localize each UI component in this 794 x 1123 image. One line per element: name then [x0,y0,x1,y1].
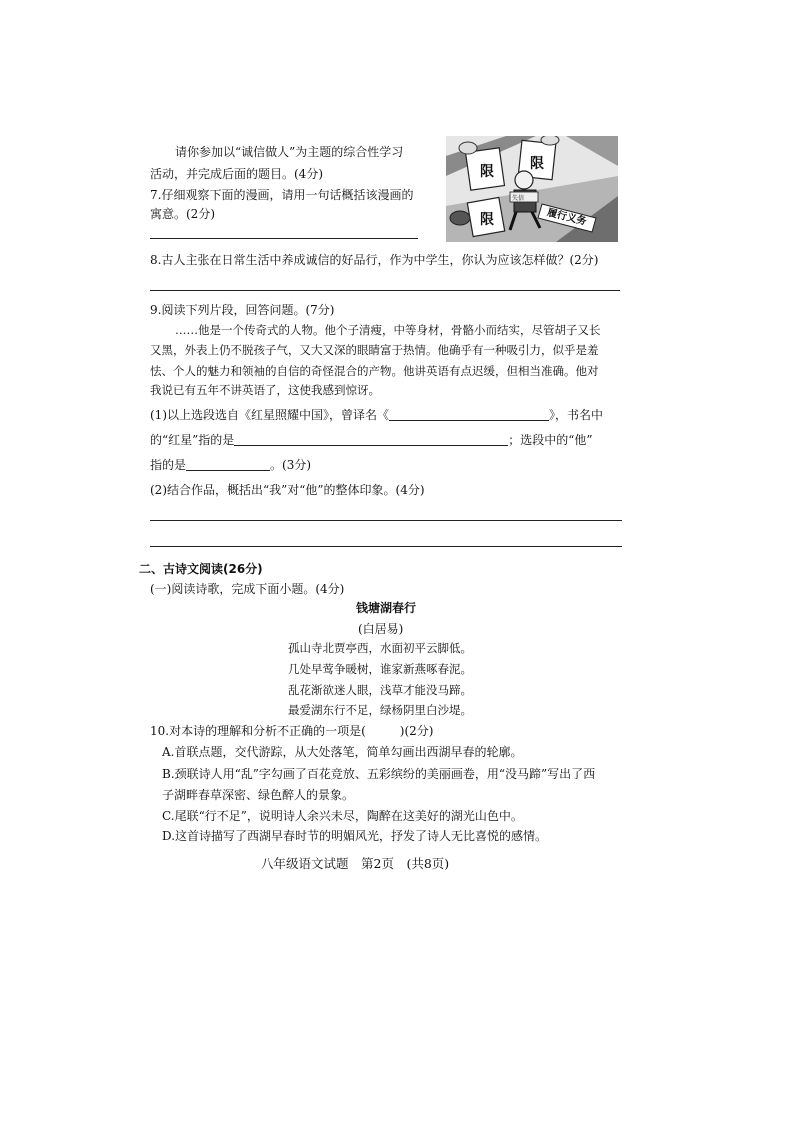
page-footer: 八年级语文试题 第2页 (共8页) [261,856,450,871]
q10-option-c: C.尾联“行不足”，说明诗人余兴未尽，陶醉在这美好的湖光山色中。 [162,809,523,823]
q7-line-2: 寓意。(2分) [150,207,215,221]
q9-passage-line-2: 又黑，外表上仍不脱孩子气，又大又深的眼睛富于热情。他确乎有一种吸引力，似乎是羞 [150,343,599,357]
q10-stem-b: )(2分) [399,724,434,738]
q9-sub1-text-e: 指的是 [150,458,187,472]
q9-blank-red-star[interactable] [234,433,508,446]
q9-sub1-text-b: 》，书名中 [549,408,604,422]
section2-sub: (一)阅读诗歌，完成下面小题。(4分) [150,582,345,596]
poem-line-3: 乱花渐欲迷人眼，浅草才能没马蹄。 [288,683,472,697]
intro-line-1: 请你参加以“诚信做人”为主题的综合性学习 [175,145,404,159]
q8-text: 8.古人主张在日常生活中养成诚信的好品行，作为中学生，你认为应该怎样做？(2分) [150,253,599,267]
q9-passage-line-3: 怯、个人的魅力和领袖的自信的奇怪混合的产物。他讲英语有点迟缓，但相当准确。他对 [150,364,599,378]
q7-line-1: 7.仔细观察下面的漫画，请用一句话概括该漫画的 [150,188,414,202]
q10-option-b-cont: 子湖畔春草深密、绿色醉人的景象。 [162,788,355,802]
q9-sub1-text-f: 。(3分) [270,458,312,472]
q9-answer-line-1 [150,520,622,521]
q9-sub1-row3 [150,458,311,471]
section2-title: 二、古诗文阅读(26分) [139,562,263,576]
q9-sub1-row1 [150,408,603,421]
q9-blank-alt-title[interactable] [389,408,549,421]
poem-line-2: 几处早莺争暖树，谁家新燕啄春泥。 [288,662,472,676]
cartoon-sign-bottom: 限 [480,212,494,228]
q9-sub1-text-c: 的“红星”指的是 [150,433,235,447]
cartoon-sign-right: 限 [530,156,544,172]
q8-answer-line [150,290,620,291]
cartoon-badge: 失信 [512,195,525,202]
poem-line-1: 孤山寺北贾亭西，水面初平云脚低。 [288,641,472,655]
q9-title: 9.阅读下列片段，回答问题。(7分) [150,303,335,317]
cartoon-banner: 履行义务 [545,207,588,228]
q9-blank-he[interactable] [186,458,270,471]
intro-line-2: 活动，并完成后面的题目。(4分) [150,167,323,181]
q10-stem-a: 10.对本诗的理解和分析不正确的一项是( [150,724,366,738]
q10-stem [150,725,433,737]
q10-option-d: D.这首诗描写了西湖早春时节的明媚风光，抒发了诗人无比喜悦的感情。 [162,829,548,843]
cartoon-sign-left: 限 [480,164,494,180]
q9-sub1-text-a: (1)以上选段选自《红星照耀中国》，曾译名《 [150,408,389,422]
q10-option-a: A.首联点题，交代游踪，从大处落笔，简单勾画出西湖早春的轮廓。 [162,745,523,759]
poem-line-4: 最爱湖东行不足，绿杨阴里白沙堤。 [288,703,472,717]
q9-sub2: (2)结合作品，概括出“我”对“他”的整体印象。(4分) [150,483,425,497]
q9-sub1-text-d: ；选段中的“他” [508,433,593,447]
cartoon-illustration-icon [446,136,618,242]
q9-passage-line-1: ……他是一个传奇式的人物。他个子清瘦，中等身材，骨骼小而结实，尽管胡子又长 [175,323,601,337]
poem-title: 钱塘湖春行 [356,601,417,615]
q7-answer-line [150,238,418,239]
q10-option-b: B.颈联诗人用“乱”字勾画了百花竞放、五彩缤纷的美丽画卷，用“没马蹄”写出了西 [162,767,596,781]
q9-answer-line-2 [150,546,622,547]
q9-passage-line-4: 我说已有五年不讲英语了，这使我感到惊讶。 [150,383,380,397]
poem-author: (白居易) [358,622,404,636]
q9-sub1-row2 [150,433,593,446]
